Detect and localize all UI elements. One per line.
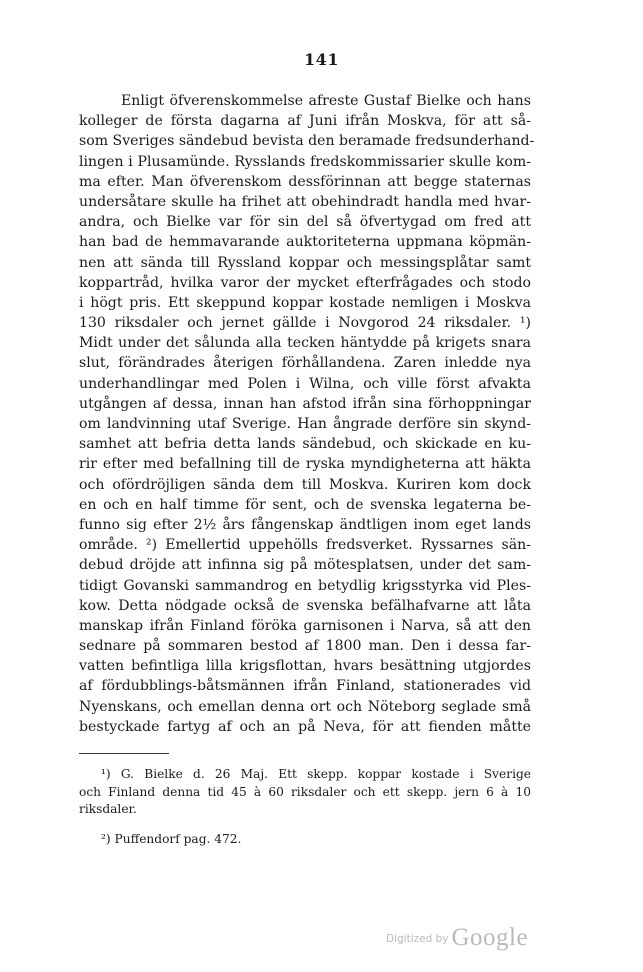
text-line: samhet att befria detta lands sändebud, och skickade en ku- bbox=[79, 436, 531, 453]
text-line: debud dröjde att infinna sig på mötesplatsen, under det sam- bbox=[79, 557, 531, 574]
footnote-line: ¹) G. Bielke d. 26 Maj. Ett skepp. koppar kostade i Sverige bbox=[101, 767, 531, 781]
text-line: lingen i Plusamünde. Rysslands fredskommissarier skulle kom- bbox=[79, 153, 531, 170]
text-line: sednare på sommaren bestod af 1800 man. Den i dessa far- bbox=[79, 638, 531, 655]
text-line: han bad de hemmavarande auktoriteterna uppmana köpmän- bbox=[79, 234, 531, 251]
footnote-line: ²) Puffendorf pag. 472. bbox=[101, 831, 242, 846]
text-line: underhandlingar med Polen i Wilna, och ville först afvakta bbox=[79, 375, 531, 392]
text-line: Midt under det sålunda alla tecken häntydde på krigets snara bbox=[79, 335, 531, 352]
google-logo: Google bbox=[451, 924, 529, 951]
text-line: bestyckade fartyg af och an på Neva, för att fienden måtte bbox=[79, 718, 531, 735]
text-line: nen att sända till Ryssland koppar och messingsplåtar samt bbox=[79, 254, 531, 271]
text-line: kow. Detta nödgade också de svenska befälhafvarne att låta bbox=[79, 597, 531, 614]
text-line: område. ²) Emellertid uppehölls fredsverket. Ryssarnes sän- bbox=[79, 537, 531, 554]
footnotes bbox=[79, 766, 531, 860]
text-line: tidigt Govanski sammandrog en betydlig krigsstyrka vid Ples- bbox=[79, 577, 531, 594]
text-line: ma efter. Man öfverenskom dessförinnan att begge staternas bbox=[79, 173, 531, 190]
text-line: som Sveriges sändebud bevista den beramade fredsunderhand- bbox=[79, 133, 535, 150]
text-line: Enligt öfverenskommelse afreste Gustaf Bielke och hans bbox=[121, 93, 531, 109]
text-line: af fördubblings-båtsmännen ifrån Finland, stationerades vid bbox=[79, 678, 531, 695]
text-line: en och en half timme för sent, och de svenska legaterna be- bbox=[79, 496, 531, 513]
text-line: i högt pris. Ett skeppund koppar kostade nemligen i Moskva bbox=[79, 294, 531, 311]
footnote-1 bbox=[79, 766, 531, 819]
text-line: undersåtare skulle ha frihet att obehindradt handla med hvar- bbox=[79, 193, 531, 210]
text-line: andra, och Bielke var för sin del så öfvertygad om fred att bbox=[79, 214, 531, 231]
text-line: Nyenskans, och emellan denna ort och Nöteborg seglade små bbox=[79, 698, 531, 715]
text-line: slut, förändrades återigen förhållandena. Zaren inledde nya bbox=[79, 355, 531, 372]
text-line: manskap ifrån Finland föröka garnisonen i Narva, så att den bbox=[79, 617, 531, 634]
footnote-line: och Finland denna tid 45 à 60 riksdaler och ett skepp. jern 6 à 10 bbox=[79, 784, 531, 799]
text-line: rir efter med befallning till de ryska myndigheterna att häkta bbox=[79, 456, 531, 473]
watermark-prefix: Digitized by bbox=[386, 933, 449, 945]
page-number: 141 bbox=[304, 50, 339, 69]
footnote-2 bbox=[79, 831, 531, 849]
text-line: funno sig efter 2½ års fångenskap ändtligen inom eget lands bbox=[79, 516, 531, 533]
digitized-watermark bbox=[386, 924, 528, 952]
text-line: och ofördröjligen sända dem till Moskva. Kuriren kom dock bbox=[79, 476, 531, 493]
text-line: om landvinning utaf Sverige. Han ångrade derföre sin skynd- bbox=[79, 416, 531, 432]
text-line: vatten befintliga lilla krigsflottan, hvars besättning utgjordes bbox=[79, 658, 531, 675]
text-line: koppartråd, hvilka varor der mycket efterfrågades och stodo bbox=[79, 274, 531, 291]
text-line: kolleger de första dagarna af Juni ifrån Moskva, för att så- bbox=[79, 113, 531, 130]
body-text bbox=[79, 91, 535, 737]
text-line: utgången af dessa, innan han afstod ifrån sina förhoppningar bbox=[79, 395, 531, 412]
text-line: 130 riksdaler och jernet gällde i Novgorod 24 riksdaler. ¹) bbox=[79, 315, 531, 332]
footnote-line: riksdaler. bbox=[79, 802, 137, 816]
footnote-divider bbox=[79, 753, 169, 754]
